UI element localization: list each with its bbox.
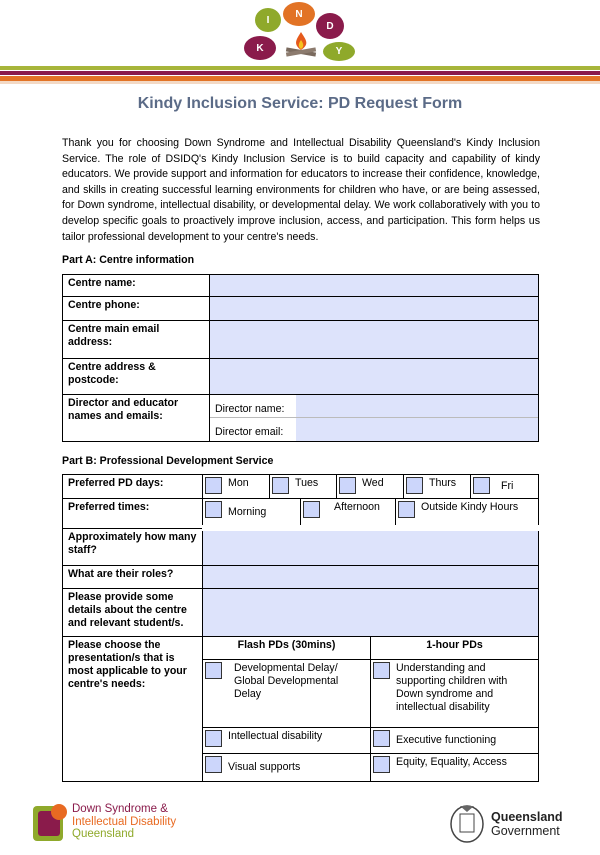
centre-phone-input[interactable]	[210, 297, 539, 321]
flash-option[interactable]: Developmental Delay/ Global Developmental Delay	[205, 662, 368, 701]
centre-phone-label: Centre phone:	[63, 297, 210, 321]
checkbox[interactable]	[205, 501, 222, 518]
qld-coat-of-arms-icon	[448, 802, 486, 849]
centre-name-input[interactable]	[210, 275, 539, 297]
hour-option[interactable]: Understanding and supporting children with Down syndrome and intellectual disability	[373, 662, 536, 714]
centre-info-table	[62, 274, 539, 442]
checkbox[interactable]	[398, 501, 415, 518]
day-mon[interactable]: Mon	[203, 475, 270, 498]
staff-label: Approximately how many staff?	[63, 528, 203, 565]
day-thurs[interactable]: Thurs	[404, 475, 471, 498]
logo-stone-k: K	[244, 36, 276, 60]
checkbox[interactable]	[373, 662, 390, 679]
header-stripe	[0, 66, 600, 70]
logo-stone-y: Y	[323, 42, 355, 61]
director-email-input[interactable]	[296, 418, 538, 441]
presentation-label: Please choose the presentation/s that is most applicable to your centre's needs:	[63, 636, 203, 781]
checkbox[interactable]	[303, 501, 320, 518]
dsidq-logo-text: Down Syndrome & Intellectual Disability Queensland	[72, 803, 177, 840]
centre-email-label: Centre main email address:	[63, 321, 210, 359]
time-morning[interactable]: Morning	[203, 499, 301, 525]
checkbox[interactable]	[373, 730, 390, 747]
flash-option[interactable]: Intellectual disability	[205, 730, 368, 747]
checkbox[interactable]	[373, 756, 390, 773]
time-afternoon[interactable]: Afternoon	[301, 499, 396, 525]
centre-email-input[interactable]	[210, 321, 539, 359]
intro-paragraph: Thank you for choosing Down Syndrome and Intellectual Disability Queensland's Kindy Inclusion Service. The role of DSIDQ's Kindy Inclusion Service is to build capacity and capability of kindy educators. We provide support and information for educators to increase their confidence, knowledge, and skills in creating successful learning environments for children who have, or are being assessed, for Down syndrome, intellectual disability, or developmental delay. We work collaboratively with you to develop specific goals to proactively improve inclusion, access, and participation. This form helps us tailor professional development to your centre's needs.	[62, 137, 540, 243]
details-label: Please provide some details about the centre and relevant student/s.	[63, 588, 203, 636]
checkbox[interactable]	[406, 477, 423, 494]
dsidq-logo-icon	[32, 803, 68, 843]
logo-stone-i: I	[255, 8, 281, 32]
header-stripe	[0, 71, 600, 75]
checkbox[interactable]	[272, 477, 289, 494]
page-title: Kindy Inclusion Service: PD Request Form	[137, 95, 463, 112]
hour-pd-header: 1-hour PDs	[371, 636, 539, 659]
checkbox[interactable]	[205, 756, 222, 773]
staff-input[interactable]	[203, 528, 539, 565]
hour-option[interactable]: Equity, Equality, Access	[373, 756, 536, 773]
director-email-label: Director email:	[215, 426, 284, 438]
flash-option[interactable]: Visual supports	[205, 756, 368, 774]
pd-service-table	[62, 474, 539, 782]
logo-stone-n: N	[283, 2, 315, 26]
day-tues[interactable]: Tues	[270, 475, 337, 498]
centre-address-label: Centre address & postcode:	[63, 359, 210, 395]
checkbox[interactable]	[473, 477, 490, 494]
checkbox[interactable]	[205, 662, 222, 679]
day-fri[interactable]: Fri	[471, 475, 538, 498]
roles-input[interactable]	[203, 565, 539, 588]
flash-pd-header: Flash PDs (30mins)	[203, 636, 371, 659]
part-b-heading: Part B: Professional Development Service	[62, 455, 274, 467]
checkbox[interactable]	[339, 477, 356, 494]
times-label: Preferred times:	[63, 499, 203, 529]
centre-address-input[interactable]	[210, 359, 539, 395]
dsidq-logo	[32, 803, 68, 848]
centre-name-label: Centre name:	[63, 275, 210, 297]
logo-stone-d: D	[316, 13, 344, 39]
checkbox[interactable]	[205, 477, 222, 494]
details-input[interactable]	[203, 588, 539, 636]
qld-government-text: Queensland Government	[491, 810, 563, 838]
director-name-input[interactable]	[296, 395, 538, 417]
day-wed[interactable]: Wed	[337, 475, 404, 498]
days-label: Preferred PD days:	[63, 475, 203, 499]
roles-label: What are their roles?	[63, 565, 203, 588]
director-name-label: Director name:	[215, 403, 285, 415]
time-outside-hours[interactable]: Outside Kindy Hours	[396, 499, 538, 525]
director-label: Director and educator names and emails:	[63, 395, 210, 442]
campfire-icon	[284, 30, 318, 58]
hour-option[interactable]: Executive functioning	[373, 730, 536, 747]
header-stripe	[0, 81, 600, 84]
checkbox[interactable]	[205, 730, 222, 747]
part-a-heading: Part A: Centre information	[62, 254, 195, 266]
